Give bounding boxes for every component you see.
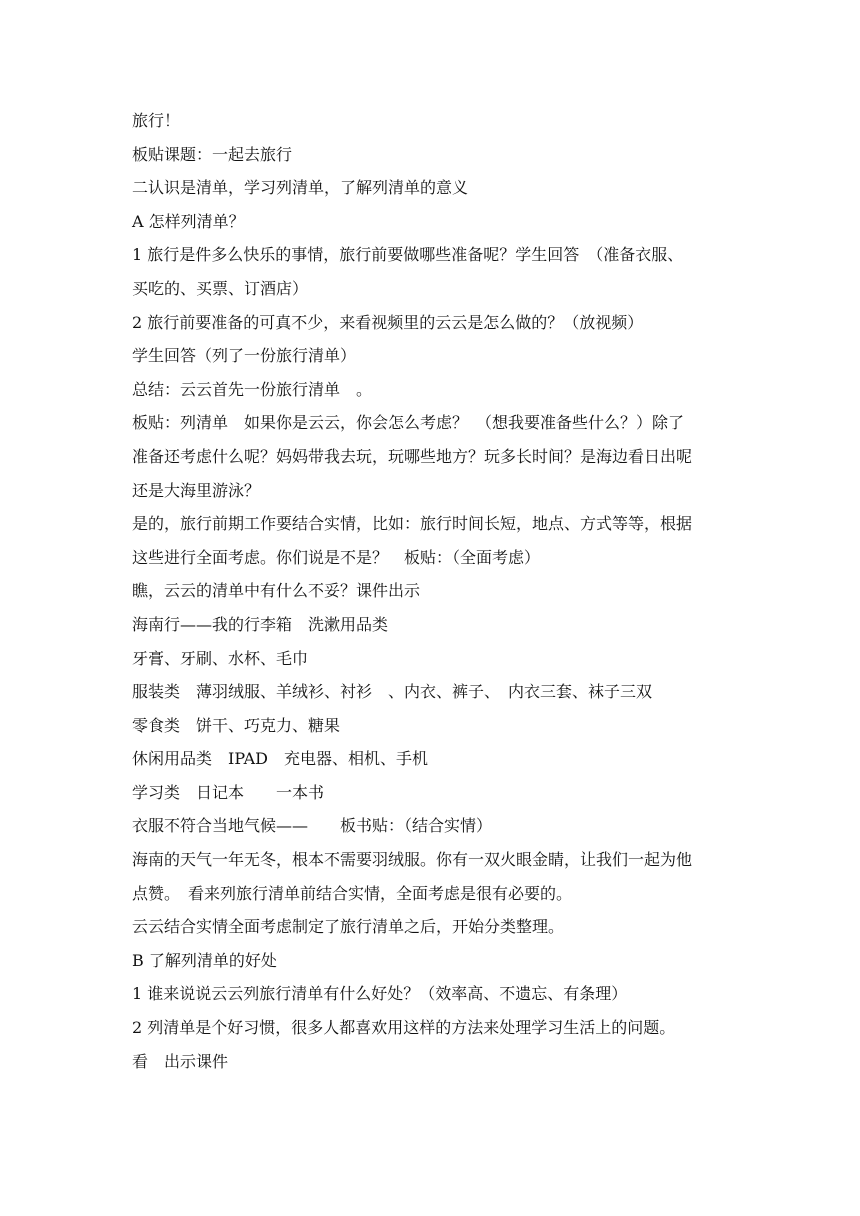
list-item: 牙膏、牙刷、水杯、毛巾: [132, 648, 309, 668]
text-line: 瞧，云云的清单中有什么不妥？课件出示: [132, 581, 421, 601]
subsection-heading: A 怎样列清单？: [132, 211, 245, 231]
text-line: 板贴：列清单 如果你是云云，你会怎么考虑？ （想我要准备些什么？）除了: [132, 413, 685, 433]
text-line: 1 旅行是件多么快乐的事情，旅行前要做哪些准备呢？学生回答 （准备衣服、: [132, 245, 684, 265]
text-line: 看 出示课件: [132, 1051, 229, 1071]
text-line: 2 列清单是个好习惯，很多人都喜欢用这样的方法来处理学习生活上的问题。: [132, 1018, 676, 1038]
section-heading: 二认识是清单，学习列清单，了解列清单的意义: [132, 178, 469, 198]
list-item: 零食类 饼干、巧克力、糖果: [132, 715, 341, 735]
text-line: 是的，旅行前期工作要结合实情，比如：旅行时间长短，地点、方式等等，根据: [132, 514, 693, 534]
subsection-heading: B 了解列清单的好处: [132, 950, 277, 970]
text-line: 衣服不符合当地气候—— 板书贴：（结合实情）: [132, 816, 493, 836]
list-item: 服装类 薄羽绒服、羊绒衫、衬衫 、内衣、裤子、 内衣三套、袜子三双: [132, 682, 653, 702]
text-line: 这些进行全面考虑。你们说是不是？ 板贴：（全面考虑）: [132, 547, 541, 567]
text-line: 买吃的、买票、订酒店）: [132, 278, 309, 298]
text-line: 旅行！: [132, 111, 181, 130]
text-line: 2 旅行前要准备的可真不少，来看视频里的云云是怎么做的？（放视频）: [132, 312, 644, 332]
document-body: [132, 104, 732, 1078]
text-line: 点赞。 看来列旅行清单前结合实情，全面考虑是很有必要的。: [132, 883, 573, 903]
text-line: 总结：云云首先一份旅行清单 。: [132, 379, 373, 399]
text-line: 还是大海里游泳？: [132, 480, 261, 500]
text-line: 学生回答（列了一份旅行清单）: [132, 346, 357, 366]
text-line: 1 谁来说说云云列旅行清单有什么好处？（效率高、不遗忘、有条理）: [132, 984, 628, 1004]
list-item: 休闲用品类 IPAD 充电器、相机、手机: [132, 749, 429, 769]
text-line: 云云结合实情全面考虑制定了旅行清单之后，开始分类整理。: [132, 917, 565, 937]
text-line: 海南的天气一年无冬，根本不需要羽绒服。你有一双火眼金睛，让我们一起为他: [132, 850, 693, 870]
text-line: 准备还考虑什么呢？妈妈带我去玩，玩哪些地方？玩多长时间？是海边看日出呢: [132, 446, 693, 466]
list-item: 海南行——我的行李箱 洗漱用品类: [132, 614, 389, 634]
text-line: 板贴课题：一起去旅行: [132, 144, 293, 164]
list-item: 学习类 日记本 一本书: [132, 782, 325, 802]
